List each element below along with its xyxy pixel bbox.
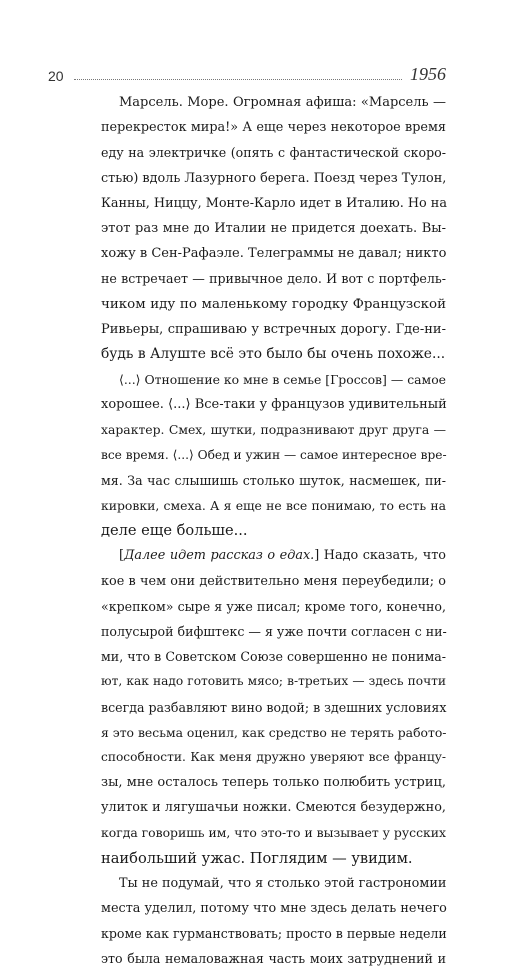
text-line: способности. Как меня дружно уверяют все францу- — [101, 749, 446, 764]
text-line: кировки, смеха. А я еще не все понимаю, то есть на — [101, 498, 446, 513]
text-line: когда говоришь им, что это-то и вызывает у русских — [101, 825, 446, 841]
running-head — [48, 60, 446, 84]
text-line: мя. За час слышишь столько шуток, насмешек, пи- — [101, 472, 446, 488]
text-line: перекресток мира!» А еще через некоторое время — [101, 120, 446, 136]
text-line: наибольший ужас. Поглядим — увидим. — [101, 849, 413, 867]
dotted-leader — [74, 79, 402, 80]
text-line: чиком иду по маленькому городку Французской — [101, 296, 446, 312]
page-number: 20 — [48, 68, 64, 84]
text-line: ми, что в Советском Союзе совершенно не понима- — [101, 649, 446, 665]
text-line: Марсель. Море. Огромная афиша: «Марсель — — [119, 95, 446, 110]
text-line: кроме как гурманствовать; просто в первые недели — [101, 926, 447, 942]
text-line: кое в чем они действительно меня переубедили; о — [101, 573, 446, 589]
text-line: хорошее. ⟨...⟩ Все-таки у французов удивительный — [101, 397, 447, 413]
text-line: будь в Алуште всё это было бы очень похоже... — [101, 345, 446, 362]
text-line: места уделил, потому что мне здесь делать нечего — [101, 901, 447, 916]
text-line: характер. Смех, шутки, подразнивают друг друга — — [101, 422, 446, 438]
text-line: ⟨...⟩ Отношение ко мне в семье [Гроссов] — самое — [119, 372, 446, 388]
text-line: этот раз мне до Италии не придется доехать. Вы- — [101, 220, 446, 236]
text-line: зы, мне осталось теперь только полюбить устриц, — [101, 775, 446, 791]
text-line: все время. ⟨...⟩ Обед и ужин — самое интересное вре- — [101, 447, 447, 462]
text-line: Ривьеры, спрашиваю у встречных дорогу. Где-ни- — [101, 321, 446, 337]
text-line: еду на электричке (опять с фантастической скоро- — [101, 145, 446, 161]
text-line: [Далее идет рассказ о едах.] Надо сказать, что — [119, 548, 446, 564]
editorial-note: Далее идет рассказ о едах. — [124, 548, 315, 564]
text-line: Канны, Ниццу, Монте-Карло идет в Италию. Но на — [101, 195, 447, 211]
text-line: Ты не подумай, что я столько этой гастрономии — [119, 875, 447, 891]
text-span: ] Надо сказать, что — [314, 548, 446, 564]
text-line: хожу в Сен-Рафаэле. Телеграммы не давал; никто — [101, 246, 447, 262]
text-line: не встречает — привычное дело. И вот с портфель- — [101, 271, 446, 287]
text-line: улиток и лягушачьи ножки. Смеются безудержно, — [101, 800, 446, 816]
text-line: «крепком» сыре я уже писал; кроме того, конечно, — [101, 598, 446, 614]
text-line: я это весьма оценил, как средство не терять работо- — [101, 724, 447, 740]
text-line: это была немаловажная часть моих затруднений и — [101, 951, 446, 967]
body-text — [101, 90, 446, 972]
text-line: полусырой бифштекс — я уже почти согласен с ни- — [101, 623, 447, 639]
text-line: всегда разбавляют вино водой; в здешних условиях — [101, 699, 447, 715]
text-line: деле еще больше... — [101, 522, 248, 540]
text-line: ют, как надо готовить мясо; в-третьих — здесь почти — [101, 674, 446, 689]
text-line: стью) вдоль Лазурного берега. Поезд через Тулон, — [101, 170, 447, 186]
running-head-year: 1956 — [410, 64, 446, 84]
